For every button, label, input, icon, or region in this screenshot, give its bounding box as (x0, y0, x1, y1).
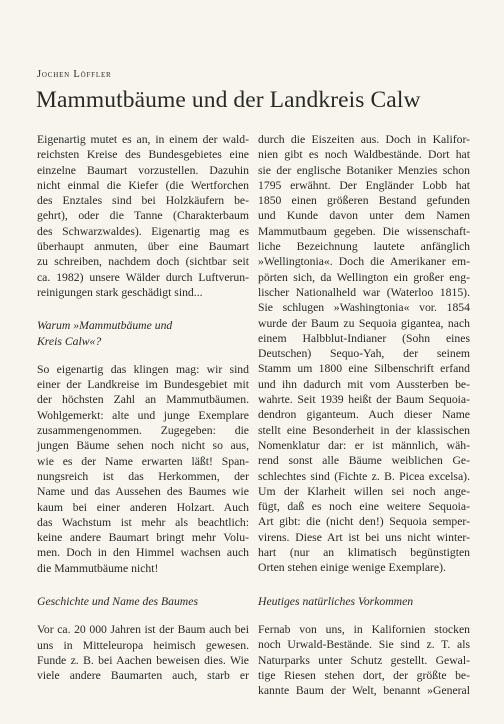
text-line: Um der Klarheit willen sei noch ange- (258, 484, 470, 498)
heading-line: Geschichte und Name des Baumes (37, 595, 198, 609)
text-line: die Mammutbäume nicht! (37, 561, 159, 575)
right-column (258, 132, 470, 698)
text-line: So eigenartig das klingen mag: wir sind (37, 362, 249, 376)
text-line: Naturparks unter Schutz gestellt. Gewal- (258, 653, 470, 667)
section-heading-geschichte (37, 594, 249, 609)
text-line: kannte Baum der Welt, benannt »General (258, 684, 470, 698)
text-line: gehrt), oder die Tanne (Charakterbaum (37, 209, 249, 223)
text-line: Name und das Aussehen des Baumes wie (37, 485, 249, 499)
text-line: fügt, daß es noch eine weitere Sequoia- (258, 500, 470, 514)
paragraph-geschichte-continued (258, 132, 470, 576)
paragraph-geschichte (37, 622, 249, 683)
text-line: pörten sich, da Wellington ein großer eng- (258, 270, 470, 284)
text-line: stellt eine Besonderheit in der klassischen (258, 423, 470, 437)
text-line: und ihn dadurch mit vom Aussterben be- (258, 377, 470, 391)
text-line: Mammutbaum gegeben. Die wissenschaft- (258, 224, 470, 238)
text-line: lischer Nationalheld war (Waterloo 1815). (258, 285, 470, 299)
text-line: liche Bezeichnung lautete anfänglich (258, 240, 470, 254)
text-line: Sie schlugen »Washingtonia« vor. 1854 (258, 301, 470, 315)
text-line: noch Urwald-Bestände. Sie sind z. T. als (258, 638, 470, 652)
text-line: nien gibt es noch Waldbestände. Dort hat (258, 148, 470, 162)
text-line: einzelne Baumart vorzustellen. Dazuhin (37, 163, 249, 177)
text-line: Eigenartig mutet es an, in einem der wald- (37, 133, 249, 146)
text-line: men. Doch in den Himmel wachsen auch (37, 546, 249, 560)
text-line: rend sonst alle Bäume weiblichen Ge- (258, 454, 470, 468)
article-title: Mammutbäume und der Landkreis Calw (36, 87, 421, 113)
section-heading-vorkommen (258, 594, 470, 609)
text-line: 1850 einen größeren Bestand gefunden (258, 194, 470, 208)
text-line: Fernab von uns, in Kalifornien stocken (258, 622, 470, 636)
text-line: durch die Eiszeiten aus. Doch in Kalifor- (258, 133, 470, 146)
text-line: wahrte. Seit 1939 heißt der Baum Sequoia- (258, 393, 470, 407)
text-line: virens. Diese Art ist bei uns nicht winter- (258, 530, 470, 544)
text-line: keine andere Baumart bringt mehr Volu- (37, 531, 249, 545)
section-heading-warum (37, 318, 249, 349)
text-line: nungsreich ist das Herkommen, der (37, 469, 249, 483)
text-line: 1795 erwähnt. Der Engländer Lobb hat (258, 178, 470, 192)
text-line: Art gibt: die (nicht den!) Sequoia semper- (258, 515, 470, 529)
left-column (37, 132, 249, 684)
heading-line: Kreis Calw«? (37, 334, 102, 348)
text-line: Stamm um 1800 eine Silbenschrift erfand (258, 362, 470, 376)
paragraph-vorkommen (258, 622, 470, 698)
text-line: des Schwarzwaldes). Eigenartig mag es (37, 224, 249, 238)
text-line: Vor ca. 20 000 Jahren ist der Baum auch bei (37, 623, 249, 637)
text-line: zu schreiben, nachdem doch (sichtbar seit (37, 255, 249, 269)
text-line: Funde z. B. bei Aachen beweisen dies. Wie (37, 653, 249, 667)
text-line: tige Riesen stehen dort, der größte be- (258, 668, 470, 682)
text-line: viele andere Baumarten auch, starb er (37, 669, 249, 683)
heading-line: Warum »Mammutbäume und (37, 319, 173, 333)
text-line: hart (nur an klimatisch begünstigten (258, 546, 470, 560)
text-line: kaum bei einer anderen Holzart. Auch (37, 500, 249, 514)
text-line: jungen Bäume sehen noch nicht so aus, (37, 439, 249, 453)
text-line: einem Halbblut-Indianer (Sohn eines (258, 331, 470, 345)
text-line: »Wellingtonia«. Doch die Amerikaner em- (258, 255, 470, 269)
text-line: schlechtes sind (Fichte z. B. Picea excelsa). (258, 469, 470, 483)
text-line: Wohlgemerkt: alte und junge Exemplare (37, 408, 249, 422)
text-line: der höchsten Zahl an Mammutbäumen. (37, 393, 249, 407)
text-line: Nomenklatur dar: er ist männlich, wäh- (258, 438, 470, 452)
text-line: reichsten Kreise des Bundesgebietes eine (37, 148, 249, 162)
text-line: und Kunde davon unter dem Namen (258, 209, 470, 223)
text-line: nicht einmal die Kiefer (die Wertforchen (37, 178, 249, 192)
text-line: zusammengenommen. Zugegeben: die (37, 424, 249, 438)
text-line: uns in Mitteleuropa heimisch gewesen. (37, 638, 249, 652)
text-line: dendron giganteum. Auch dieser Name (258, 408, 470, 422)
text-line: sie der englische Botaniker Menzies schon (258, 163, 470, 177)
author-name: Jochen Löffler (37, 69, 112, 80)
text-line: Orten stehen einige wenige Exemplare). (258, 561, 446, 575)
paragraph-warum (37, 362, 249, 576)
heading-line: Heutiges natürliches Vorkommen (258, 594, 414, 608)
text-line: wie es der Name erwarten läßt! Span- (37, 454, 249, 468)
text-line: Deutschen) Sequo-Yah, der seinem (258, 347, 470, 361)
text-line: reinigungen stark geschädigt sind... (37, 285, 203, 299)
text-line: ca. 1982) unsere Wälder durch Luftverun- (37, 270, 249, 284)
text-line: des Enztales sind bei Holzkäufern be- (37, 194, 249, 208)
text-line: das Wachstum ist mehr als beachtlich: (37, 515, 249, 529)
paragraph-intro (37, 132, 249, 300)
text-line: überhaupt anmuten, über eine Baumart (37, 240, 249, 254)
text-line: wurde der Baum zu Sequoia gigantea, nach (258, 316, 470, 330)
text-line: einer der Landkreise im Bundesgebiet mit (37, 378, 249, 392)
